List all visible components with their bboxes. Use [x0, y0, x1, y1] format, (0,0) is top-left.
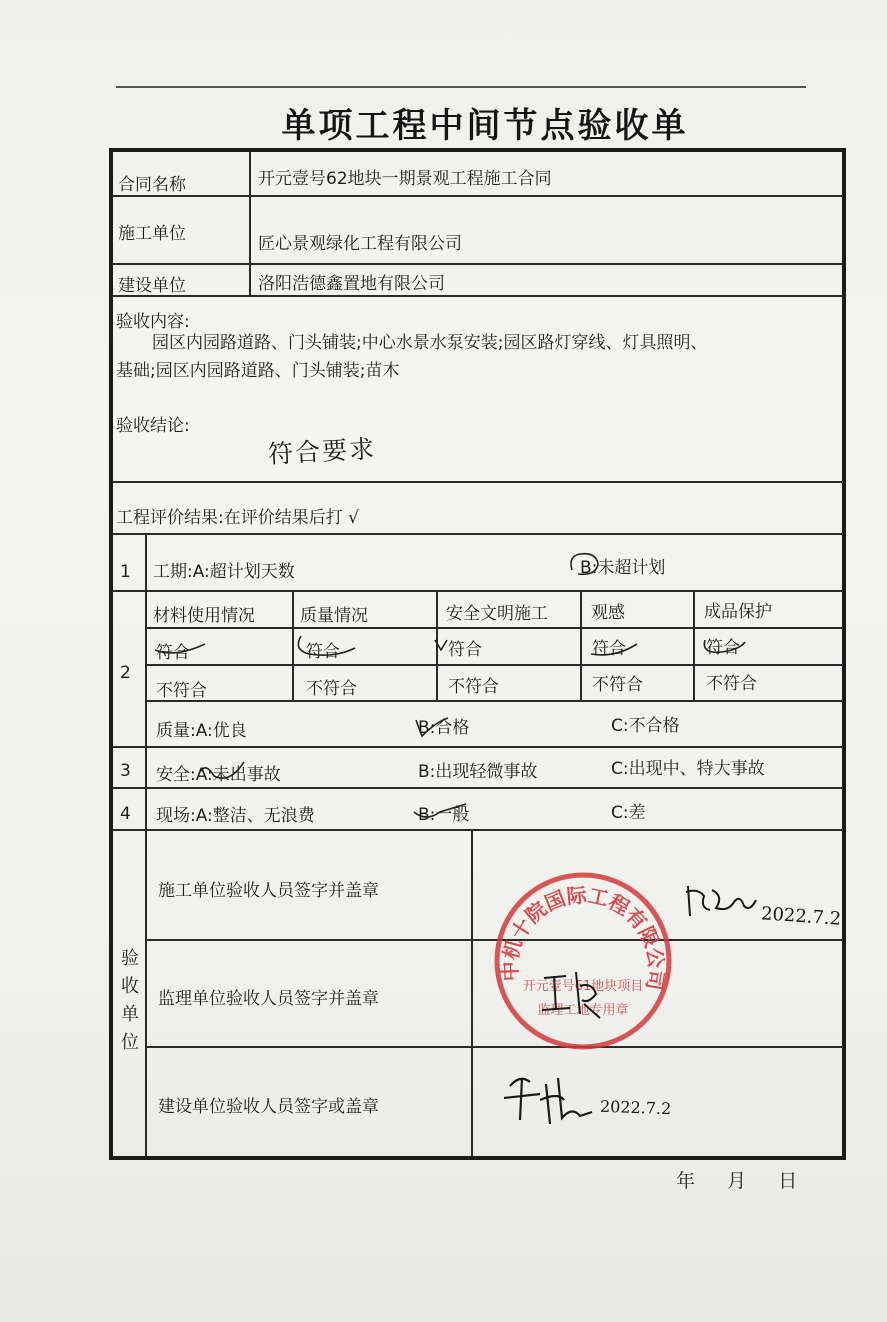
section-3-number: 3 — [120, 761, 131, 781]
owner-signature-date: 2022.7.2 — [599, 1096, 672, 1119]
supervision-seal — [490, 868, 676, 1054]
schedule-option-a: 工期:A:超计划天数 — [153, 562, 295, 582]
check-marks-row — [145, 628, 843, 664]
fail-cell-appearance: 不符合 — [592, 675, 643, 695]
seal-line-1: 开元壹号61地块项目 — [522, 979, 644, 994]
row-divider — [112, 829, 843, 831]
signature-side-label-4: 位 — [121, 1032, 139, 1053]
section-1-number: 1 — [120, 562, 131, 582]
criteria-header-appearance: 观感 — [591, 603, 625, 623]
conclusion-handwriting: 符合要求 — [267, 434, 377, 469]
pass-cell-protection: 符合 — [706, 638, 740, 658]
supervisor-signature — [536, 964, 606, 1024]
top-rule — [116, 86, 806, 88]
col-divider — [249, 152, 251, 295]
row-divider — [145, 700, 843, 702]
site-option-a: 现场:A:整洁、无浪费 — [156, 806, 315, 826]
criteria-header-materials: 材料使用情况 — [153, 606, 255, 626]
safety-option-a: 安全:A:未出事故 — [156, 765, 281, 785]
row-divider — [112, 263, 843, 265]
seal-outer-text: 中机十院国际工程有限公司 — [497, 882, 669, 993]
site-option-b: B:一般 — [418, 805, 470, 825]
schedule-option-b: B:未超计划 — [580, 558, 666, 578]
signature-side-label-2: 收 — [121, 976, 139, 997]
owner-signature-label: 建设单位验收人员签字或盖章 — [158, 1097, 379, 1117]
row-divider — [112, 787, 843, 789]
contract-name-value: 开元壹号62地块一期景观工程施工合同 — [258, 169, 552, 189]
quality-option-a: 质量:A:优良 — [156, 721, 247, 741]
quality-option-c: C:不合格 — [611, 716, 680, 736]
criteria-header-safety: 安全文明施工 — [446, 604, 548, 624]
site-option-c: C:差 — [611, 803, 646, 823]
row-divider — [112, 533, 843, 535]
owner-signature — [500, 1066, 600, 1132]
conclusion-label: 验收结论: — [116, 416, 190, 436]
supervisor-signature-label: 监理单位验收人员签字并盖章 — [158, 989, 379, 1009]
owner-value: 洛阳浩德鑫置地有限公司 — [258, 274, 445, 294]
criteria-header-protection: 成品保护 — [704, 602, 772, 622]
row-divider — [112, 746, 843, 748]
fail-cell-quality: 不符合 — [306, 679, 357, 699]
col-divider — [145, 533, 147, 1156]
pass-cell-safety: 符合 — [448, 640, 482, 660]
row-divider — [112, 481, 843, 483]
footer-year: 年 — [676, 1170, 696, 1192]
evaluation-label: 工程评价结果:在评价结果后打 √ — [116, 508, 359, 528]
signature-side-label-1: 验 — [121, 948, 139, 969]
pass-cell-quality: 符合 — [306, 642, 340, 662]
quality-option-b: B:合格 — [418, 718, 470, 738]
row-divider — [112, 195, 843, 197]
content-line-2: 基础;园区内园路道路、门头铺装;苗木 — [116, 361, 400, 381]
row-divider — [145, 664, 843, 666]
content-line-1: 园区内园路道路、门头铺装;中心水景水泵安装;园区路灯穿线、灯具照明、 — [152, 333, 708, 353]
builder-label: 施工单位 — [118, 224, 186, 244]
section-4-number: 4 — [120, 804, 131, 824]
builder-value: 匠心景观绿化工程有限公司 — [258, 234, 462, 254]
check-mark-site-b — [410, 794, 470, 824]
builder-signature-label: 施工单位验收人员签字并盖章 — [158, 881, 379, 901]
builder-signature — [682, 876, 762, 924]
section-2-number: 2 — [120, 663, 131, 683]
check-mark-b-circle — [566, 548, 606, 580]
footer-month: 月 — [727, 1170, 747, 1192]
footer-date — [676, 1166, 797, 1193]
pass-cell-materials: 符合 — [156, 643, 190, 663]
fail-cell-materials: 不符合 — [156, 681, 207, 701]
content-label: 验收内容: — [116, 312, 190, 332]
signature-side-label-3: 单 — [121, 1004, 139, 1025]
fail-cell-safety: 不符合 — [448, 677, 499, 697]
check-mark-quality-b — [412, 712, 452, 742]
col-divider — [471, 829, 473, 1156]
owner-label: 建设单位 — [118, 276, 186, 296]
document-title: 单项工程中间节点验收单 — [281, 106, 689, 146]
row-divider — [112, 590, 843, 592]
check-mark-safety-a — [196, 756, 256, 786]
safety-option-c: C:出现中、特大事故 — [611, 759, 765, 779]
builder-signature-date: 2022.7.2 — [760, 903, 842, 930]
criteria-header-quality: 质量情况 — [300, 606, 368, 626]
footer-day: 日 — [778, 1170, 798, 1192]
seal-line-2: 监理工地专用章 — [537, 1003, 629, 1018]
row-divider — [112, 295, 843, 297]
safety-option-b: B:出现轻微事故 — [418, 762, 538, 782]
pass-cell-appearance: 符合 — [592, 639, 626, 659]
contract-name-label: 合同名称 — [118, 175, 186, 195]
fail-cell-protection: 不符合 — [706, 674, 757, 694]
